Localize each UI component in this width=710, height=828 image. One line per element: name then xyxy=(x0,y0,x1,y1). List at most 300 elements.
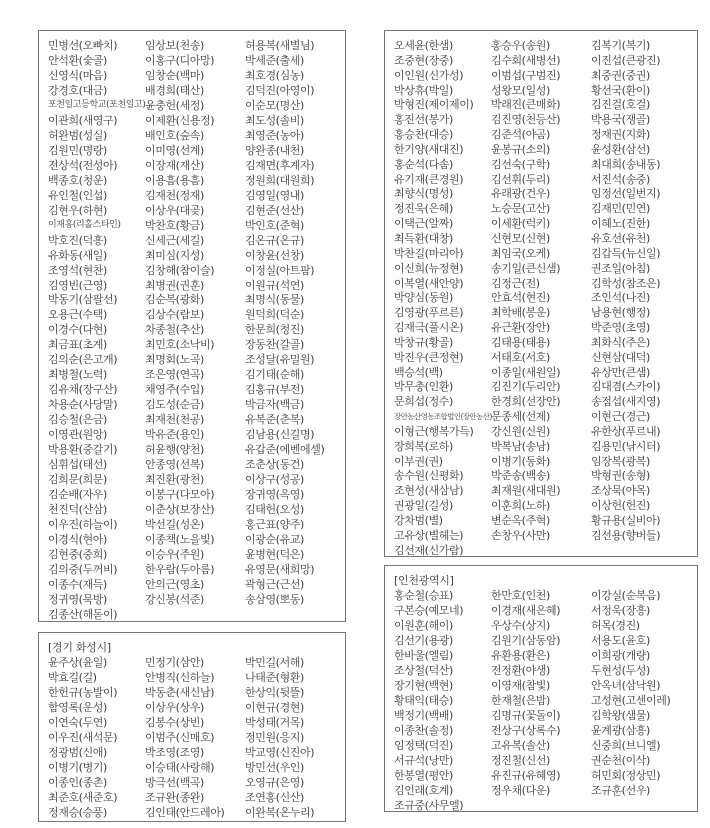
name-entry: 방민선(우인) xyxy=(245,761,304,774)
name-entry: 조규중(사무엘) xyxy=(394,799,464,812)
name-entry: 최명식(동물) xyxy=(245,293,304,307)
name-entry: 이용흠(용흠) xyxy=(145,173,204,187)
name-entry: 최도성(솔비) xyxy=(245,113,304,127)
name-list-box-gyeonggi-hwaseong xyxy=(38,632,346,822)
name-entry: 김종산(해돋이) xyxy=(48,607,118,621)
name-grid xyxy=(394,38,693,557)
name-entry: 이종수(재득) xyxy=(48,577,107,591)
name-entry: 오용근(수택) xyxy=(48,308,107,322)
name-entry: 이원규(석연) xyxy=(245,278,304,292)
name-entry: 이인원(신가성) xyxy=(394,68,464,82)
name-entry: 유인철(인섭) xyxy=(48,188,107,202)
list-header-incheon: [인천광역시] xyxy=(394,574,454,587)
name-entry: 한경희(선장안) xyxy=(491,395,561,409)
name-entry: 정광범(신애) xyxy=(48,746,107,759)
name-entry: 김원민(명랑) xyxy=(48,143,107,157)
name-entry: 정재승(승풍) xyxy=(48,806,107,819)
name-entry: 조현성(새삼남) xyxy=(394,484,464,498)
name-entry: 김학왕(샘물) xyxy=(591,709,650,722)
name-entry: 송기일(큰신샘) xyxy=(491,261,561,275)
name-entry: 유영문(새희망) xyxy=(245,562,315,576)
name-entry: 임창순(백마) xyxy=(145,68,204,82)
name-entry: 유상만(큰샘) xyxy=(591,365,650,379)
name-entry: 김재천(정재) xyxy=(145,188,204,202)
name-entry: 박민길(서해) xyxy=(245,656,304,669)
name-entry: 김원기(삼동암) xyxy=(491,634,561,647)
name-entry: 안병직(신하늘) xyxy=(145,671,215,684)
name-entry: 박동기(삼팔선) xyxy=(48,293,118,307)
name-grid xyxy=(394,588,693,812)
name-entry: 김상수(람보) xyxy=(145,308,204,322)
name-entry: 박진우(큰정현) xyxy=(394,350,464,364)
name-entry: 박형권(송형) xyxy=(591,469,650,483)
name-entry: 김영일(영내) xyxy=(245,188,304,202)
name-entry: 박복남(송남) xyxy=(491,439,550,453)
name-entry: 강신봉(석준) xyxy=(145,592,204,606)
name-entry: 방극선(백곡) xyxy=(145,776,204,789)
name-entry: 조영석(현찬) xyxy=(48,263,107,277)
name-grid xyxy=(48,655,341,820)
name-entry: 차용순(사당말) xyxy=(48,398,118,412)
name-entry: 유호선(유천) xyxy=(591,231,650,245)
name-entry: 임장복(광복) xyxy=(591,454,650,468)
name-entry: 한우람(두아름) xyxy=(145,562,215,576)
name-entry: 최호경(심농) xyxy=(245,68,304,82)
name-entry: 홍근표(양주) xyxy=(245,518,304,531)
name-entry: 이창윤(선창) xyxy=(245,248,304,262)
name-entry: 강경호(대금) xyxy=(48,83,107,97)
name-entry: 최대희(송내동) xyxy=(591,157,661,171)
name-entry: 박용환(중갈기) xyxy=(48,443,118,457)
name-entry: 박동춘(새신남) xyxy=(145,686,215,699)
name-entry: 민정기(삼안) xyxy=(145,656,204,669)
name-entry: 박창규(황골) xyxy=(394,335,453,349)
name-entry: 최민호(소낙비) xyxy=(145,338,215,352)
name-entry: 강신원(신원) xyxy=(491,424,550,438)
name-entry: 김현중(중희) xyxy=(48,547,107,561)
name-entry: 조규완(종완) xyxy=(145,791,204,804)
name-list-box-incheon xyxy=(384,565,698,812)
name-entry: 김봉수(상빈) xyxy=(145,716,204,729)
name-entry: 이제환(신용정) xyxy=(145,113,215,127)
name-entry: 이종찬(솔정) xyxy=(394,724,453,737)
name-entry: 홍진선(봉가) xyxy=(394,113,453,127)
name-entry: 유한상(푸르내) xyxy=(591,424,661,438)
name-entry: 박래진(큰매화) xyxy=(491,98,561,112)
name-entry: 이원훈(해이) xyxy=(394,619,453,632)
name-entry: 최향식(명성) xyxy=(394,187,453,201)
name-entry: 조춘상(동건) xyxy=(245,458,304,472)
name-entry: 이승우(주원) xyxy=(145,547,204,561)
name-entry: 이영재(참빛) xyxy=(491,679,550,692)
name-entry: 최득환(대창) xyxy=(394,231,453,245)
name-entry: 서진석(송중) xyxy=(591,172,650,186)
name-entry: 이복열(새안양) xyxy=(394,276,464,290)
name-entry: 윤충헌(세정) xyxy=(145,98,204,112)
name-entry: 김덕진(아영이) xyxy=(245,83,315,97)
name-entry: 정귀영(묵방) xyxy=(48,592,107,606)
name-entry: 김유채(장구산) xyxy=(48,383,118,397)
name-entry: 고유복(솔산) xyxy=(491,739,550,752)
name-entry: 김선용(향버들) xyxy=(591,528,661,542)
name-entry: 신세근(세길) xyxy=(145,233,204,247)
name-entry: 이봉구(다모아) xyxy=(145,488,215,502)
name-entry: 함영록(운성) xyxy=(48,701,107,714)
name-entry: 박조영(조영) xyxy=(145,746,204,759)
name-entry: 최화식(주은) xyxy=(591,335,650,349)
name-entry: 박유준(용인) xyxy=(145,428,204,442)
name-entry: 서규석(낭만) xyxy=(394,754,453,767)
name-entry: 정재권(지화) xyxy=(591,128,650,142)
name-entry: 김대겸(스카이) xyxy=(591,380,661,394)
name-entry: 김승철(은금) xyxy=(48,413,107,427)
name-entry: 조상묵(야목) xyxy=(591,484,650,498)
name-entry: 이완복(온누리) xyxy=(245,806,315,819)
name-entry: 두현성(두성) xyxy=(591,664,650,677)
name-entry: 신중희(브니엘) xyxy=(591,739,661,752)
name-entry: 한재철(은밤) xyxy=(491,694,550,707)
name-entry: 김남용(신길명) xyxy=(245,428,315,442)
name-entry: 이상구(성공) xyxy=(245,473,304,487)
name-entry: 포천일고등학교(포천일고) xyxy=(48,99,146,110)
list-header-gyeonggi-hwaseong: [경기 화성시] xyxy=(48,641,111,654)
name-entry: 이병기(동화) xyxy=(491,454,550,468)
name-entry: 이훈희(노하) xyxy=(491,499,550,513)
name-entry: 최준호(새준호) xyxy=(48,791,118,804)
name-entry: 정진욱(은혜) xyxy=(394,202,453,216)
name-entry: 이강실(순복음) xyxy=(591,589,661,602)
name-entry: 정원희(대원희) xyxy=(245,173,315,187)
name-entry: 김수회(새병선) xyxy=(491,53,561,67)
name-entry: 이범섭(구범진) xyxy=(491,68,561,82)
name-entry: 장희복(로하) xyxy=(394,439,453,453)
name-entry: 이희광(개량) xyxy=(591,649,650,662)
name-entry: 최중권(중권) xyxy=(591,68,650,82)
name-entry: 이승태(사랑해) xyxy=(145,761,215,774)
name-entry: 조중현(장중) xyxy=(394,53,453,67)
name-list-box-2 xyxy=(384,30,698,557)
name-entry: 박성태(거목) xyxy=(245,716,304,729)
name-entry: 장안농산영농조합법인(장안농산) xyxy=(394,412,492,422)
name-entry: 김영빈(근영) xyxy=(48,278,107,292)
name-entry: 유진규(유혜영) xyxy=(491,769,561,782)
name-entry: 박효길(길) xyxy=(48,671,97,684)
name-entry: 유환용(환은) xyxy=(491,649,550,662)
name-entry: 박용국(쟁골) xyxy=(591,113,650,127)
name-entry: 최미심(지성) xyxy=(145,248,204,262)
name-entry: 허완범(성실) xyxy=(48,128,107,142)
name-entry: 최재원(새대원) xyxy=(491,484,561,498)
name-entry: 박금자(백금) xyxy=(245,398,304,412)
name-entry: 손창우(사만) xyxy=(491,528,550,542)
name-entry: 황태익(태승) xyxy=(394,694,453,707)
name-entry: 김현준(선산) xyxy=(245,203,304,217)
name-entry: 이경식(현아) xyxy=(48,532,107,546)
name-entry: 김희문(희문) xyxy=(48,473,107,487)
name-entry: 이우진(새석문) xyxy=(48,731,118,744)
name-entry: 유래광(건우) xyxy=(491,187,550,201)
name-entry: 홍순철(승표) xyxy=(394,589,453,602)
name-entry: 남용현(행정) xyxy=(591,306,650,320)
name-entry: 전정환(야생) xyxy=(491,664,550,677)
name-entry: 박준송(백송) xyxy=(491,469,550,483)
name-entry: 박선길(성온) xyxy=(145,518,204,531)
name-entry: 노승문(고산) xyxy=(491,202,550,216)
name-entry: 윤성환(삼선) xyxy=(591,142,650,156)
name-entry: 최영준(농아) xyxy=(245,128,304,142)
name-entry: 오영규(은영) xyxy=(245,776,304,789)
name-entry: 한봉열(평안) xyxy=(394,769,453,782)
name-entry: 임상보(천송) xyxy=(145,39,204,52)
name-entry: 윤계광(삼흥) xyxy=(591,724,650,737)
name-entry: 송삼영(뽀동) xyxy=(245,592,304,606)
name-entry: 배경희(태산) xyxy=(145,83,204,97)
name-entry: 김태헌(오성) xyxy=(245,503,304,517)
name-entry: 임정택(덕진) xyxy=(394,739,453,752)
name-entry: 최병권(권훈) xyxy=(145,278,204,292)
name-entry: 이경재(새은혜) xyxy=(491,604,561,617)
name-entry: 박양심(동원) xyxy=(394,291,453,305)
name-entry: 성왕모(일성) xyxy=(491,83,550,97)
name-entry: 박형진(제이제이) xyxy=(394,98,474,112)
name-entry: 김기태(순해) xyxy=(245,368,304,382)
name-entry: 김순배(자우) xyxy=(48,488,107,502)
name-entry: 김준석(야곰) xyxy=(491,128,550,142)
name-entry: 정진철(신선) xyxy=(491,754,550,767)
name-entry: 이택근(알짜) xyxy=(394,217,453,231)
name-entry: 이신희(뉴정현) xyxy=(394,261,464,275)
name-entry: 김복기(복기) xyxy=(591,39,650,52)
name-entry: 김용민(낚시터) xyxy=(591,439,661,453)
name-entry: 조상철(덕산) xyxy=(394,664,453,677)
name-entry: 한문희(청진) xyxy=(245,323,304,337)
name-entry: 구본승(예모네) xyxy=(394,604,464,617)
name-entry: 채영주(수입) xyxy=(145,383,204,397)
name-entry: 한헌규(농발이) xyxy=(48,686,118,699)
name-entry: 이병기(병기) xyxy=(48,761,107,774)
name-entry: 김진걸(호걸) xyxy=(591,98,650,112)
name-entry: 나태준(형환) xyxy=(245,671,304,684)
name-entry: 최진환(광천) xyxy=(145,473,204,487)
name-entry: 윤봉규(소의) xyxy=(491,142,550,156)
name-entry: 박교영(신진아) xyxy=(245,746,315,759)
name-entry: 김재민(민연) xyxy=(591,202,650,216)
name-entry: 허목(경진) xyxy=(591,619,640,632)
name-entry: 윤병현(덕은) xyxy=(245,547,304,561)
name-entry: 김학성(참조은) xyxy=(591,276,661,290)
name-entry: 정우채(다운) xyxy=(491,784,550,797)
name-entry: 황선국(환이) xyxy=(591,83,650,97)
name-entry: 전상석(전성아) xyxy=(48,158,118,172)
name-entry: 박찬길(마리아) xyxy=(394,246,464,260)
name-entry: 정민원(응지) xyxy=(245,731,304,744)
name-entry: 박상휴(박일) xyxy=(394,83,453,97)
name-entry: 김의중(두꺼비) xyxy=(48,562,118,576)
name-entry: 김순복(광화) xyxy=(145,293,204,307)
name-entry: 배인호(숲속) xyxy=(145,128,204,142)
name-entry: 김창해(참이슬) xyxy=(145,263,215,277)
name-entry: 백승석(백) xyxy=(394,365,443,379)
name-entry: 조은영(연곡) xyxy=(145,368,204,382)
name-entry: 천진덕(산삼) xyxy=(48,503,107,517)
name-entry: 차종철(추산) xyxy=(145,323,204,337)
name-entry: 이영관(원앙) xyxy=(48,428,107,442)
name-entry: 신현모(신현) xyxy=(491,231,550,245)
name-entry: 최학배(봉운) xyxy=(491,306,550,320)
name-entry: 이장재(재산) xyxy=(145,158,204,172)
name-entry: 최임국(오케) xyxy=(491,246,550,260)
name-entry: 문종세(선제) xyxy=(491,410,550,424)
name-entry: 이미영(선계) xyxy=(145,143,204,157)
name-entry: 최명회(노곡) xyxy=(145,353,204,367)
name-entry: 고성현(고센이레) xyxy=(591,694,671,707)
name-entry: 조성달(유밀원) xyxy=(245,353,315,367)
name-entry: 박인호(준혁) xyxy=(245,218,304,232)
name-entry: 이재홍(리홀스타인) xyxy=(48,219,121,230)
name-entry: 안옥녀(삼낙원) xyxy=(591,679,661,692)
name-entry: 서태호(서호) xyxy=(491,350,550,364)
name-entry: 권광일(길성) xyxy=(394,499,453,513)
name-entry: 장귀영(옥영) xyxy=(245,488,304,502)
name-entry: 곽형근(근선) xyxy=(245,577,304,591)
name-entry: 권조일(아침) xyxy=(591,261,650,275)
name-entry: 이정실(아트팜) xyxy=(245,263,315,277)
name-entry: 박무충(인환) xyxy=(394,380,453,394)
name-entry: 박호진(덕흥) xyxy=(48,233,107,247)
name-entry: 김진기(두리안) xyxy=(491,380,561,394)
name-entry: 이종인(종촌) xyxy=(48,776,107,789)
name-entry: 송수원(신평화) xyxy=(394,469,464,483)
name-entry: 안효석(현진) xyxy=(491,291,550,305)
name-entry: 최재천(천공) xyxy=(145,413,204,427)
name-entry: 권순천(이삭) xyxy=(591,754,650,767)
name-entry: 허민회(정상민) xyxy=(591,769,661,782)
name-entry: 이종일(새원일) xyxy=(491,365,561,379)
name-entry: 한기양(새대진) xyxy=(394,142,464,156)
name-entry: 조인석(나진) xyxy=(591,291,650,305)
name-entry: 윤주상(윤일) xyxy=(48,656,107,669)
name-entry: 이관희(새영구) xyxy=(48,113,118,127)
name-entry: 김선재(신가람) xyxy=(394,543,464,557)
name-entry: 한만호(인천) xyxy=(491,589,550,602)
name-entry: 이세환(럭키) xyxy=(491,217,550,231)
name-entry: 이혜노(진한) xyxy=(591,217,650,231)
name-entry: 유기재(큰경원) xyxy=(394,172,464,186)
name-entry: 백정기(백배) xyxy=(394,709,453,722)
name-entry: 조연홍(신산) xyxy=(245,791,304,804)
name-entry: 김정근(전) xyxy=(491,276,540,290)
name-entry: 조규훈(선우) xyxy=(591,784,650,797)
name-entry: 오세윤(한샘) xyxy=(394,39,453,52)
name-entry: 이광순(유교) xyxy=(245,532,304,546)
name-entry: 김의순(은고개) xyxy=(48,353,118,367)
name-entry: 심휘섭(태선) xyxy=(48,458,107,472)
name-entry: 양완종(내천) xyxy=(245,143,304,157)
name-entry: 이상헌(헌진) xyxy=(591,499,650,513)
name-entry: 신영식(마음) xyxy=(48,68,107,82)
name-entry: 김재면(후계자) xyxy=(245,158,315,172)
name-entry: 안종영(선복) xyxy=(145,458,204,472)
name-entry: 유화동(새일) xyxy=(48,248,107,262)
name-entry: 김진영(천등산) xyxy=(491,113,561,127)
name-entry: 유근환(장안) xyxy=(491,321,550,335)
name-entry: 허윤행(양천) xyxy=(145,443,204,457)
name-entry: 김인래(호계) xyxy=(394,784,453,797)
name-entry: 임정선(일번지) xyxy=(591,187,661,201)
name-entry: 강차범(별) xyxy=(394,514,443,527)
name-entry: 김온규(온규) xyxy=(245,233,304,247)
name-entry: 이우진(하늘이) xyxy=(48,518,118,531)
name-entry: 김도성(순금) xyxy=(145,398,204,412)
name-list-box-1 xyxy=(38,30,346,622)
name-entry: 우상수(상지) xyxy=(491,619,550,632)
name-entry: 민병선(오빠치) xyxy=(48,39,118,52)
name-entry: 김재극(풀시온) xyxy=(394,321,464,335)
name-entry: 이범주(신매호) xyxy=(145,731,215,744)
name-entry: 이종책(노을빛) xyxy=(145,532,215,546)
name-entry: 전상구(상록수) xyxy=(491,724,561,737)
name-entry: 김선숙(구학) xyxy=(491,157,550,171)
name-entry: 김홍규(부전) xyxy=(245,383,304,397)
name-entry: 이현규(경현) xyxy=(245,701,304,714)
name-entry: 이형근(행복가득) xyxy=(394,424,474,438)
name-entry: 유갑준(에벤에셀) xyxy=(245,443,325,457)
name-entry: 이춘상(보장산) xyxy=(145,503,215,517)
name-entry: 김갑득(뉴신일) xyxy=(591,246,661,260)
name-entry: 김현우(하현) xyxy=(48,203,107,217)
name-entry: 박세준(출세) xyxy=(245,53,304,67)
name-entry: 한상익(뒷뜰) xyxy=(245,686,304,699)
name-entry: 한바울(엘림) xyxy=(394,649,453,662)
name-entry: 백종호(청운) xyxy=(48,173,107,187)
name-entry: 이상우(대곶) xyxy=(145,203,204,217)
name-entry: 이현근(경근) xyxy=(591,410,650,424)
name-entry: 최금표(초계) xyxy=(48,338,107,352)
name-grid xyxy=(48,38,341,622)
name-entry: 장동찬(갈골) xyxy=(245,338,304,352)
name-entry: 신현삼(대덕) xyxy=(591,350,650,364)
name-entry: 김인태(안드레아) xyxy=(145,806,225,819)
name-entry: 원덕희(덕순) xyxy=(245,308,304,322)
name-entry: 이상우(상우) xyxy=(145,701,204,714)
name-entry: 허용복(새별님) xyxy=(245,39,315,52)
name-entry: 고유상(별헤는) xyxy=(394,528,464,542)
name-entry: 안석환(숯골) xyxy=(48,53,107,67)
name-entry: 박찬호(황금) xyxy=(145,218,204,232)
name-entry: 이순모(명산) xyxy=(245,98,304,112)
name-entry: 이경수(다현) xyxy=(48,323,107,337)
name-entry: 서정욱(장흥) xyxy=(591,604,650,617)
name-entry: 이부권(권) xyxy=(394,454,443,468)
name-entry: 송점섭(새지영) xyxy=(591,395,661,409)
name-entry: 황규용(실비아) xyxy=(591,514,661,527)
name-entry: 홍승찬(대승) xyxy=(394,128,453,142)
name-entry: 김명규(꽃돌이) xyxy=(491,709,561,722)
name-entry: 김영광(푸르른) xyxy=(394,306,464,320)
name-entry: 김선휘(두리) xyxy=(491,172,550,186)
name-entry: 이진섭(큰광진) xyxy=(591,53,661,67)
name-entry: 박준영(초영) xyxy=(591,321,650,335)
name-entry: 홍승우(송원) xyxy=(491,39,550,52)
name-entry: 유복준(춘복) xyxy=(245,413,304,427)
name-entry: 김태용(태용) xyxy=(491,335,550,349)
name-entry: 문희섭(정수) xyxy=(394,395,453,409)
name-entry: 장기현(백현) xyxy=(394,679,453,692)
name-entry: 서용도(윤호) xyxy=(591,634,650,647)
name-entry: 안의근(영초) xyxy=(145,577,204,591)
name-entry: 이홍구(디아망) xyxy=(145,53,215,67)
name-entry: 홍순석(다솜) xyxy=(394,157,453,171)
